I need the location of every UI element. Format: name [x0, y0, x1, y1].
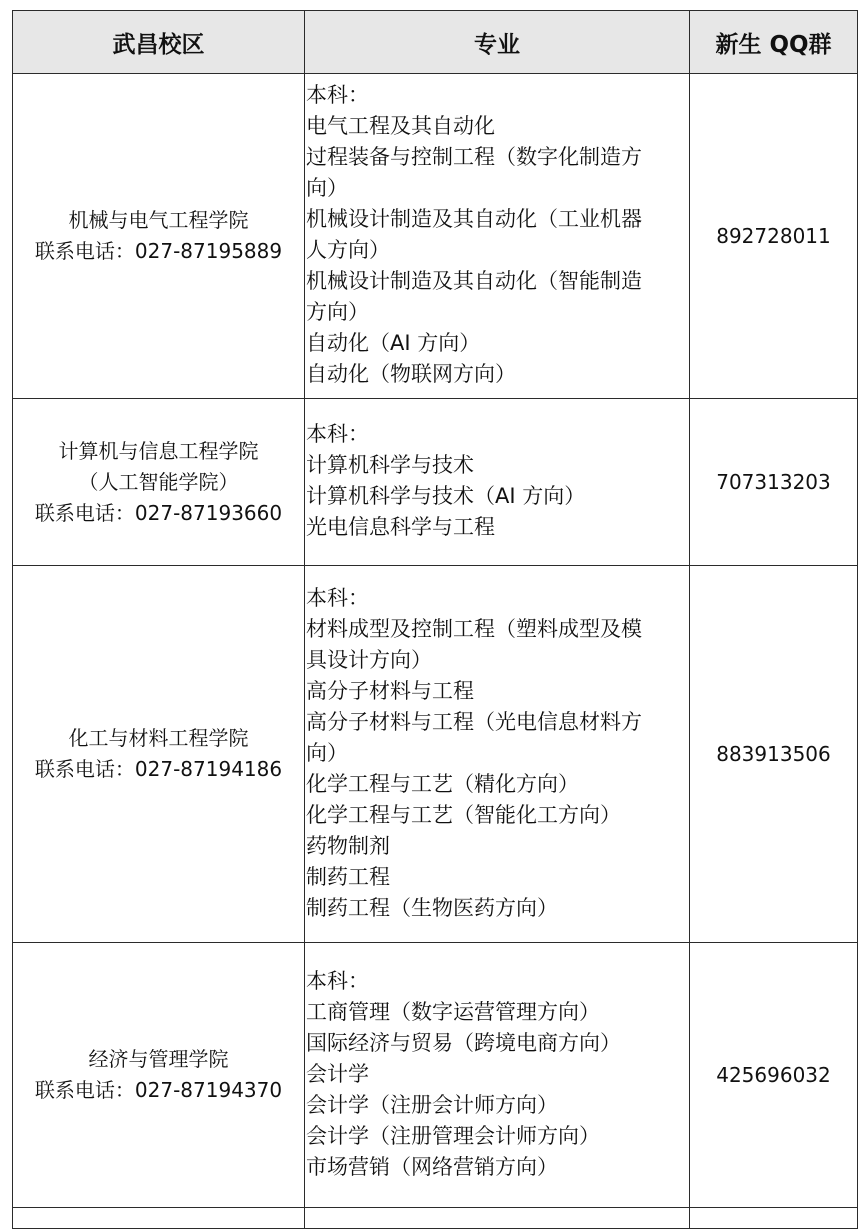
major-line: 机械设计制造及其自动化（智能制造 — [306, 269, 642, 293]
major-line: 电气工程及其自动化 — [306, 114, 495, 138]
major-line: 会计学（注册会计师方向） — [306, 1092, 558, 1117]
major-line: 方向） — [306, 300, 369, 324]
qq-cell: 883913506 — [690, 566, 858, 943]
table-row — [13, 74, 858, 399]
empty-cell — [690, 1208, 858, 1229]
major-line: 人方向） — [306, 238, 390, 262]
college-phone: 联系电话：027-87194370 — [34, 1078, 283, 1102]
major-line: 化学工程与工艺（精化方向） — [306, 771, 579, 796]
qq-cell: 892728011 — [690, 74, 858, 399]
major-line: 制药工程 — [306, 864, 390, 889]
major-line: 向） — [306, 740, 348, 765]
table-row — [13, 399, 858, 566]
college-phone: 联系电话：027-87193660 — [34, 500, 283, 525]
major-line: 本科： — [306, 422, 369, 446]
major-line: 药物制剂 — [306, 833, 390, 858]
college-phone: 联系电话：027-87195889 — [34, 239, 283, 263]
majors-table — [12, 10, 858, 1229]
major-line: 计算机科学与技术（AI 方向） — [306, 484, 586, 508]
major-line: 高分子材料与工程（光电信息材料方 — [306, 709, 642, 734]
college-name: 经济与管理学院 — [88, 1047, 229, 1071]
major-line: 向） — [306, 176, 348, 200]
majors-cell — [305, 566, 690, 943]
major-line: 自动化（物联网方向） — [306, 362, 516, 386]
table-row-partial — [13, 1208, 858, 1229]
table-row — [13, 943, 858, 1208]
major-line: 机械设计制造及其自动化（工业机器 — [306, 207, 642, 231]
major-line: 制药工程（生物医药方向） — [306, 895, 558, 920]
college-cell — [13, 399, 305, 566]
qq-cell: 707313203 — [690, 399, 858, 566]
college-name: 计算机与信息工程学院 — [58, 438, 259, 463]
empty-cell — [13, 1208, 305, 1229]
majors-cell — [305, 399, 690, 566]
college-cell — [13, 566, 305, 943]
major-line: 本科： — [306, 585, 369, 610]
major-line: 过程装备与控制工程（数字化制造方 — [306, 145, 642, 169]
empty-cell — [305, 1208, 690, 1229]
table-header-row — [13, 11, 858, 74]
college-name: 机械与电气工程学院 — [68, 208, 249, 232]
table-row — [13, 566, 858, 943]
major-line: 本科： — [306, 83, 369, 107]
qq-cell: 425696032 — [690, 943, 858, 1208]
major-line: 光电信息科学与工程 — [306, 515, 495, 539]
college-cell — [13, 74, 305, 399]
major-line: 具设计方向） — [306, 647, 432, 672]
header-major: 专业 — [305, 11, 690, 74]
majors-cell — [305, 74, 690, 399]
major-line: 高分子材料与工程 — [306, 678, 474, 703]
major-line: 化学工程与工艺（智能化工方向） — [306, 802, 621, 827]
major-line: 会计学 — [306, 1061, 369, 1086]
college-cell — [13, 943, 305, 1208]
college-phone: 联系电话：027-87194186 — [34, 757, 283, 781]
majors-cell — [305, 943, 690, 1208]
major-line: 工商管理（数字运营管理方向） — [306, 999, 600, 1024]
major-line: 计算机科学与技术 — [306, 453, 474, 477]
college-subname: （人工智能学院） — [78, 469, 239, 494]
major-line: 国际经济与贸易（跨境电商方向） — [306, 1030, 621, 1055]
major-line: 材料成型及控制工程（塑料成型及模 — [306, 616, 642, 641]
header-qq: 新生 QQ群 — [690, 11, 858, 74]
header-campus: 武昌校区 — [13, 11, 305, 74]
major-line: 市场营销（网络营销方向） — [306, 1154, 558, 1179]
major-line: 本科： — [306, 968, 369, 993]
major-line: 自动化（AI 方向） — [306, 331, 481, 355]
major-line: 会计学（注册管理会计师方向） — [306, 1123, 600, 1148]
college-name: 化工与材料工程学院 — [68, 726, 249, 750]
